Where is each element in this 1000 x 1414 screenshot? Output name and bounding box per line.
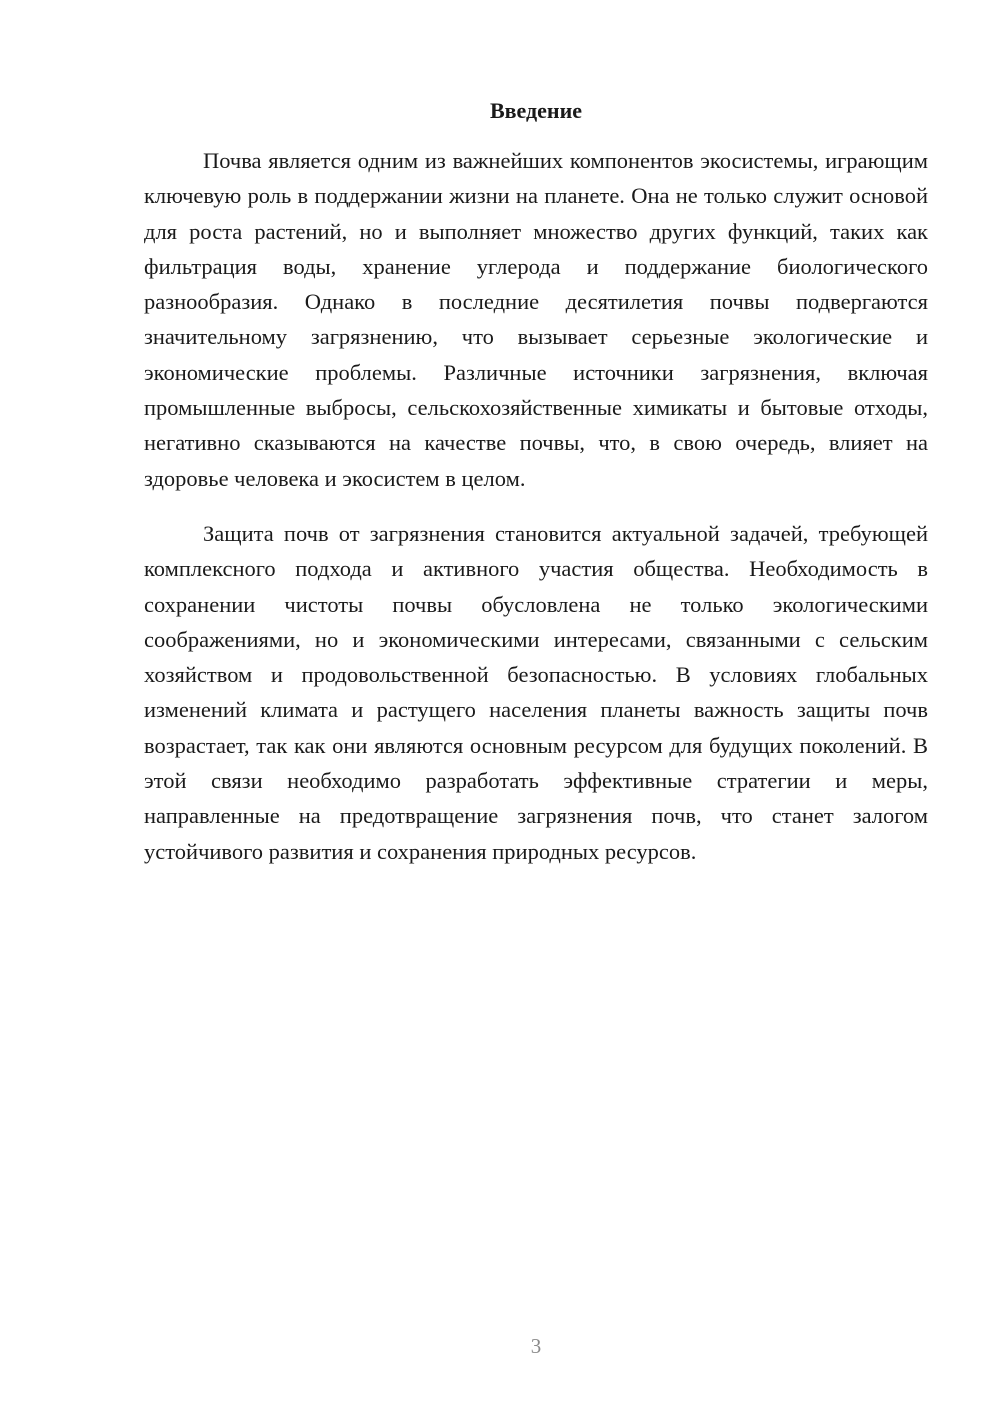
page-number: 3 bbox=[530, 1334, 542, 1358]
section-title: Введение bbox=[489, 98, 583, 123]
body-text bbox=[144, 143, 928, 869]
paragraph-1: Почва является одним из важнейших компонентов экосистемы, играющим ключевую роль в поддержании жизни на планете. Она не только служит основой для роста растений, но и выполняет множество других функций, таких как фильтрация воды, хранение углерода и поддержание биологического разнообразия. Однако в последние десятилетия почвы подвергаются значительному загрязнению, что вызывает серьезные экологические и экономические проблемы. Различные источники загрязнения, включая промышленные выбросы, сельскохозяйственные химикаты и бытовые отходы, негативно сказываются на качестве почвы, что, в свою очередь, влияет на здоровье человека и экосистем в целом. bbox=[144, 148, 928, 491]
paragraph-2: Защита почв от загрязнения становится актуальной задачей, требующей комплексного подхода и активного участия общества. Необходимость в сохранении чистоты почвы обусловлена не только экологическими соображениями, но и экономическими интересами, связанными с сельским хозяйством и продовольственной безопасностью. В условиях глобальных изменений климата и растущего населения планеты важность защиты почв возрастает, так как они являются основным ресурсом для будущих поколений. В этой связи необходимо разработать эффективные стратегии и меры, направленные на предотвращение загрязнения почв, что станет залогом устойчивого развития и сохранения природных ресурсов. bbox=[144, 520, 928, 864]
